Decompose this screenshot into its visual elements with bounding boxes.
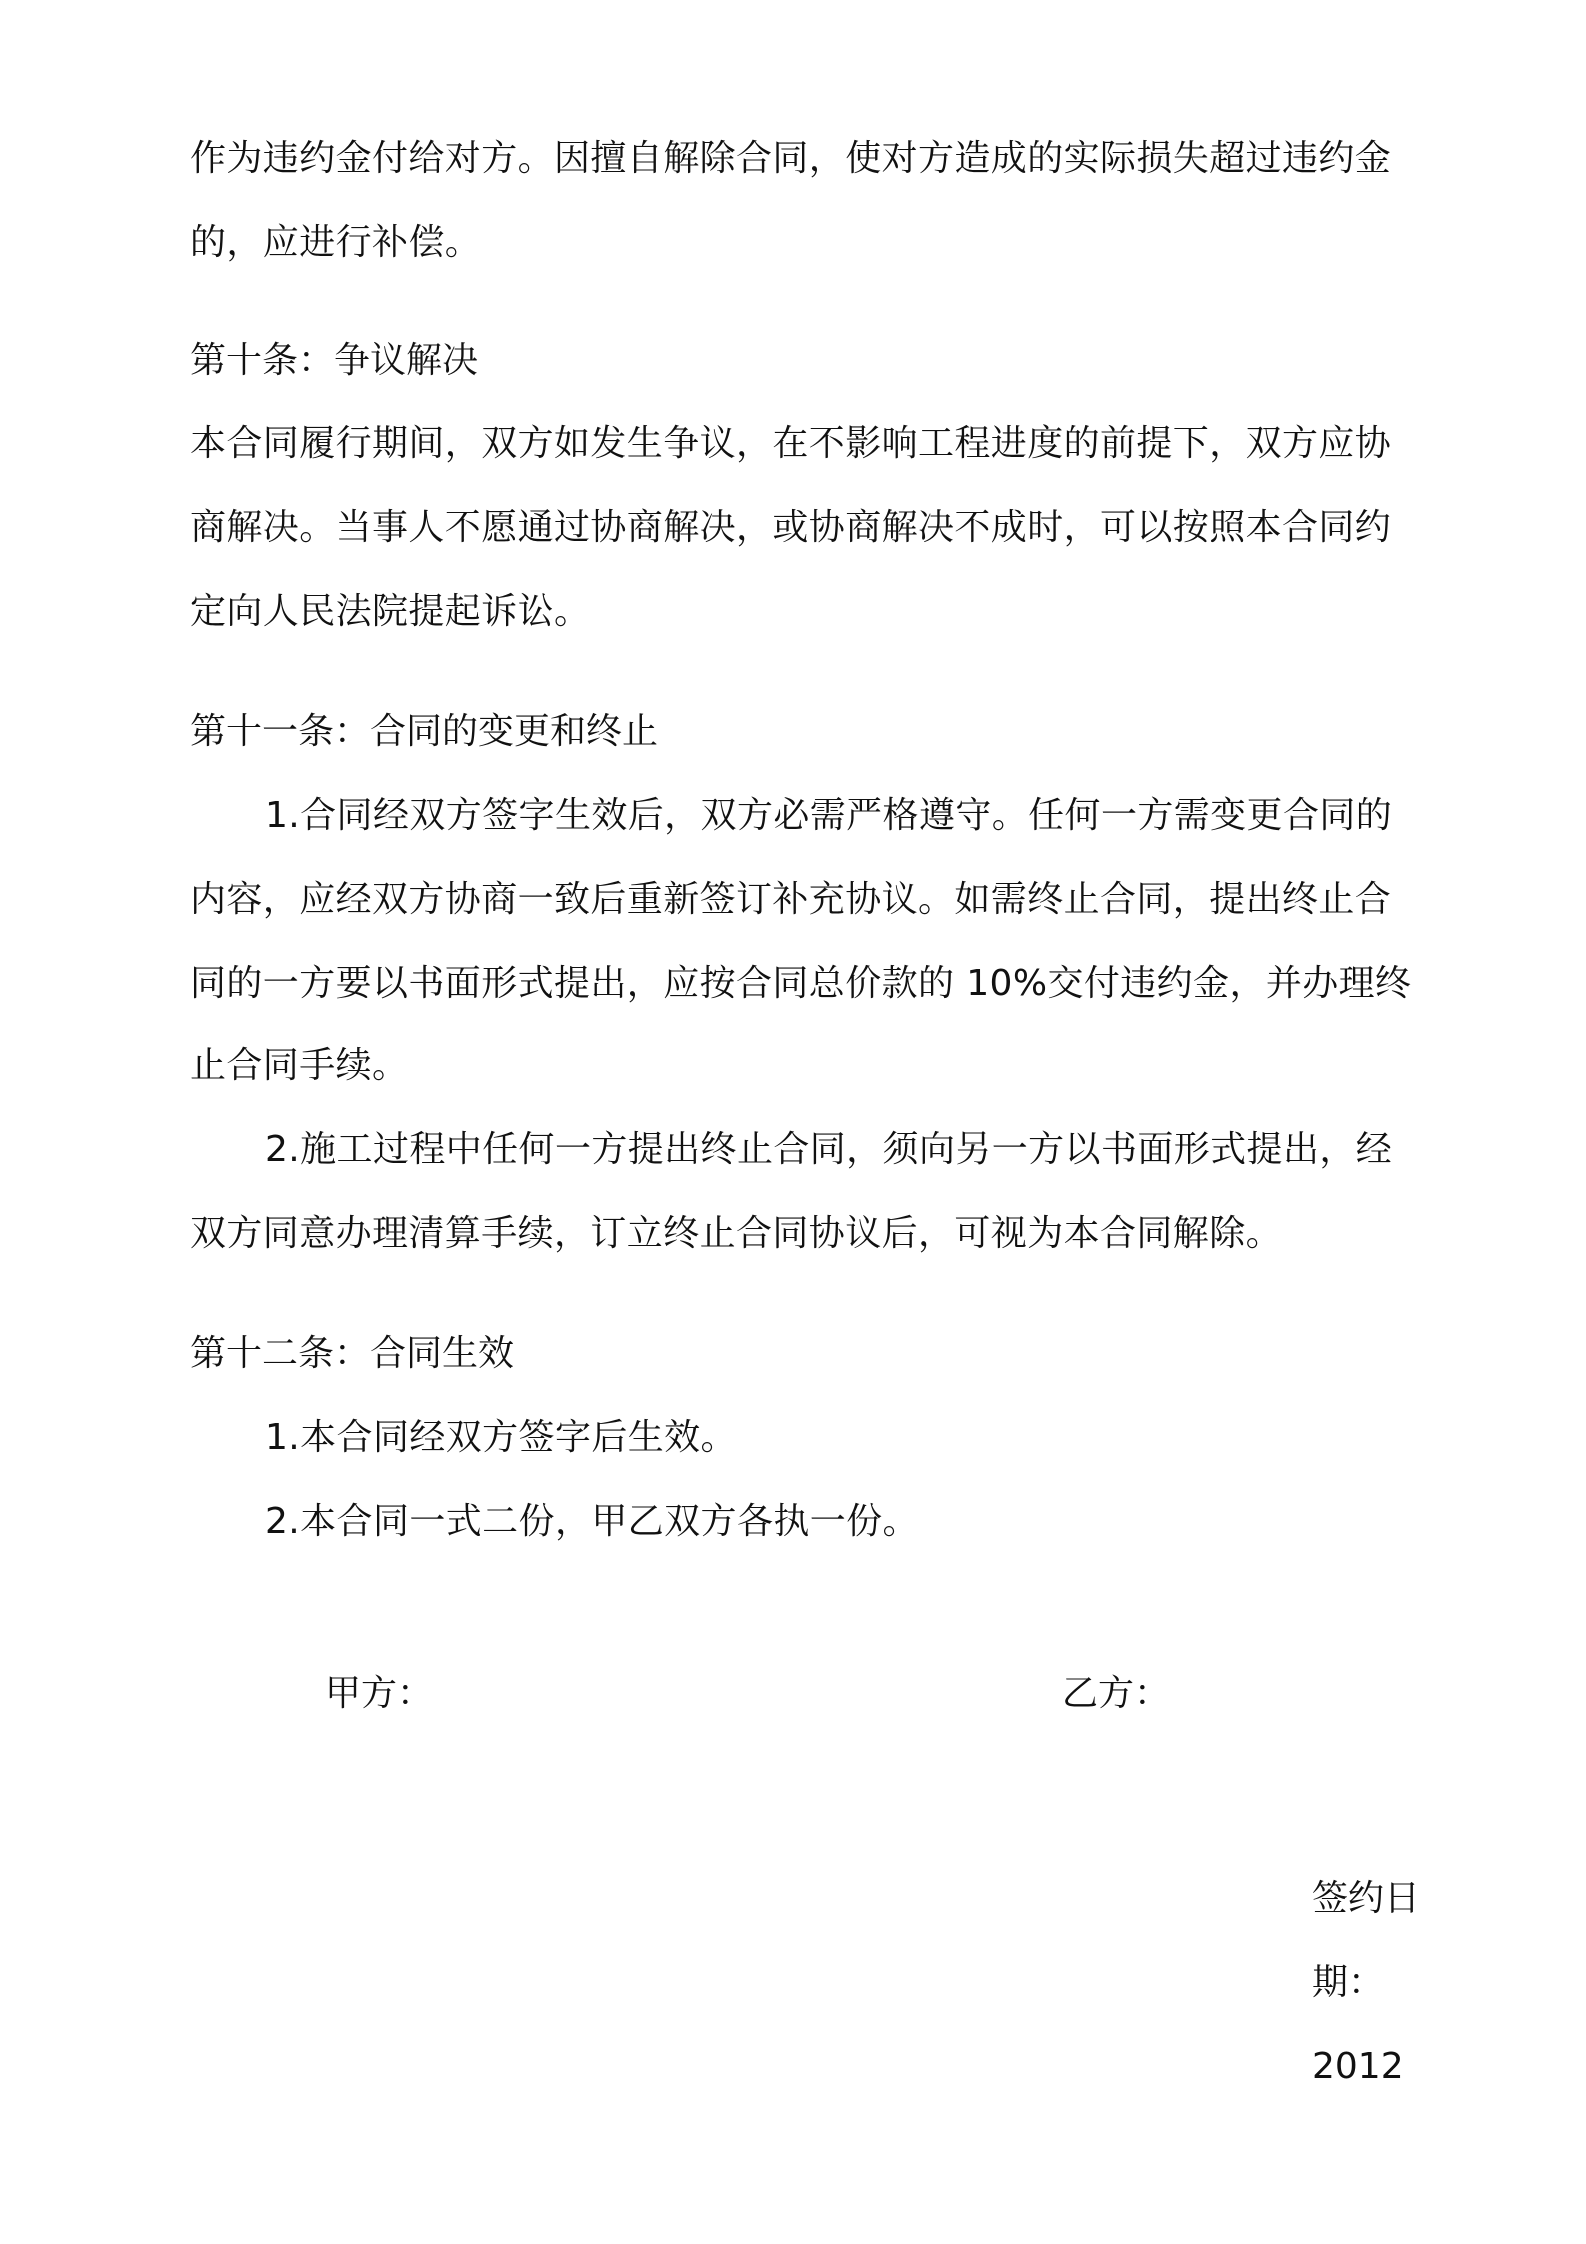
article-11-item2-line-2: 双方同意办理清算手续，订立终止合同协议后，可视为本合同解除。 (190, 1213, 1283, 1254)
article-12-item-1: 1.本合同经双方签字后生效。 (265, 1417, 737, 1458)
article-10-heading: 第十条：争议解决 (190, 340, 479, 381)
article-12-item-2: 2.本合同一式二份，甲乙双方各执一份。 (265, 1501, 919, 1542)
article-10-line-3: 定向人民法院提起诉讼。 (190, 591, 591, 632)
article-11-item1-line-2: 内容，应经双方协商一致后重新签订补充协议。如需终止合同，提出终止合 (190, 879, 1392, 920)
party-b-label: 乙方： (1062, 1673, 1171, 1714)
article-12-heading: 第十二条：合同生效 (190, 1333, 515, 1374)
article-11-item1-line-3: 同的一方要以书面形式提出，应按合同总价款的 10%交付违约金，并办理终 (190, 963, 1412, 1004)
article-11-item1-line-1: 1.合同经双方签字生效后，双方必需严格遵守。任何一方需变更合同的 (265, 795, 1393, 836)
article-10-line-2: 商解决。当事人不愿通过协商解决，或协商解决不成时，可以按照本合同约 (190, 507, 1392, 548)
article-11-heading: 第十一条：合同的变更和终止 (190, 711, 659, 752)
sign-date-line-1: 签约日 (1312, 1878, 1421, 1919)
article-11-item2-line-1: 2.施工过程中任何一方提出终止合同，须向另一方以书面形式提出，经 (265, 1129, 1393, 1170)
article-10-line-1: 本合同履行期间，双方如发生争议，在不影响工程进度的前提下，双方应协 (190, 423, 1392, 464)
sign-date-line-3: 2012 (1312, 2046, 1404, 2087)
intro-line-2: 的，应进行补偿。 (190, 222, 482, 263)
article-11-item1-line-4: 止合同手续。 (190, 1045, 409, 1086)
sign-date-line-2: 期： (1312, 1962, 1385, 2003)
intro-line-1: 作为违约金付给对方。因擅自解除合同，使对方造成的实际损失超过违约金 (190, 138, 1392, 179)
party-a-label: 甲方： (325, 1673, 434, 1714)
